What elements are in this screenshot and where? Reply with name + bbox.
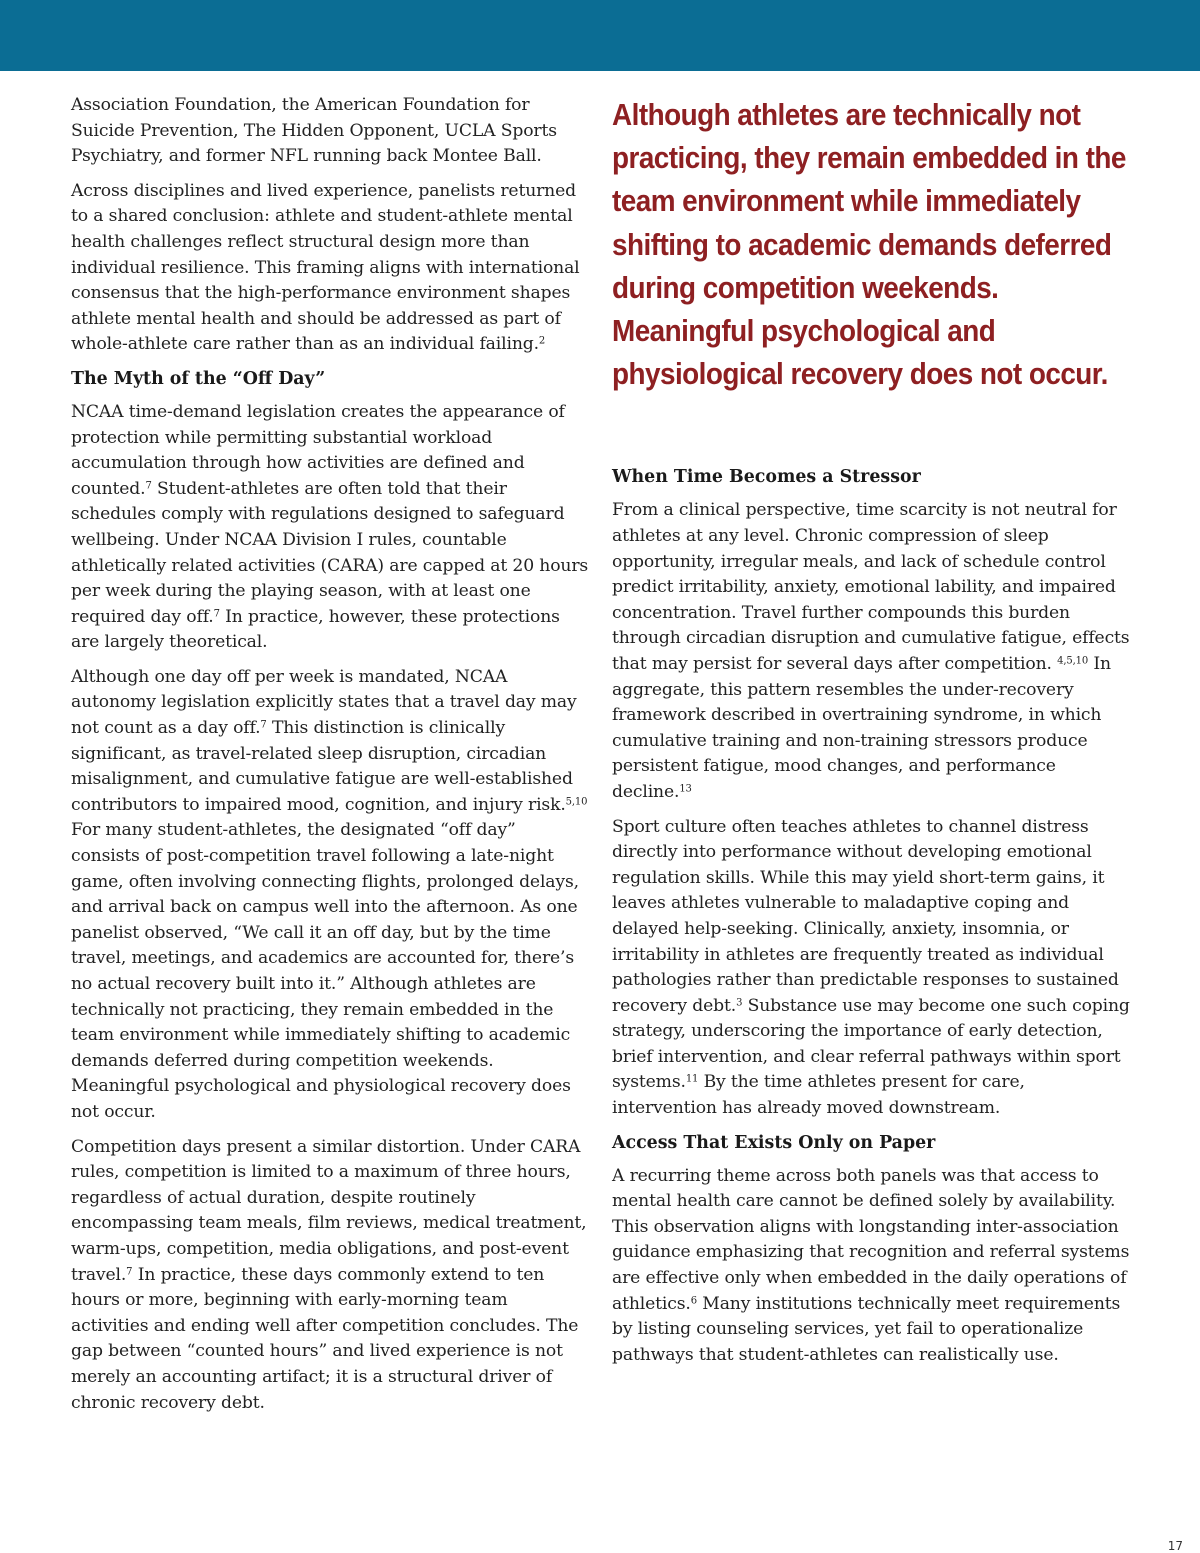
paragraph: Competition days present a similar distortion. Under CARA rules, competition is limited to a maximum of three hours, regardless of actual duration, despite routinely encompassing team meals, film reviews, medical treatment, warm-ups, competition, media obligations, and post-event travel.$^7$ In practice, these days commonly extend to ten hours or more, beginning with early-morning team activities and ending well after competition concludes. The gap between “counted hours” and lived experience is not merely an accounting artifact; it is a structural driver of chronic recovery debt.: [71, 1136, 587, 1413]
footnote-ref: 7: [213, 608, 220, 620]
paragraph: NCAA time-demand legislation creates the appearance of protection while permitting substantial workload accumulation through how activities are defined and counted.$^7$ Student-athletes are often told that their schedules comply with regulations designed to safeguard wellbeing. Under NCAA Division I rules, countable athletically related activities (CARA) are capped at 20 hours per week during the playing season, with at least one required day off.$^7$ In practice, however, these protections are largely theoretical.: [71, 401, 589, 653]
pull-quote: Although athletes are technically not practicing, they remain embedded in the team environment while immediately shifting to academic demands deferred during competition weekends. Meaningful psychological and physiological recovery does not occur.: [612, 97, 1126, 392]
footnote-ref: 13: [679, 783, 692, 795]
page-number: 17: [1167, 1539, 1183, 1553]
paragraph: A recurring theme across both panels was that access to mental health care cannot be defined solely by availability. This observation aligns with longstanding inter-association guidance emphasizing that recognition and referral systems are effective only when embedded in the daily operations of athletics.$^6$ Many institutions technically meet requirements by listing counseling services, yet fail to operationalize pathways that student-athletes can realistically use.: [612, 1165, 1130, 1365]
section-heading: Access That Exists Only on Paper: [612, 1132, 936, 1153]
paragraph: Although one day off per week is mandated, NCAA autonomy legislation explicitly states that a travel day may not count as a day off.$^7$ This distinction is clinically significant, as travel-related sleep disruption, circadian misalignment, and cumulative fatigue are well-established contributors to impaired mood, cognition, and injury risk.$^{5,10}$ For many student-athletes, the designated “off day” consists of post-competition travel following a late-night game, often involving connecting flights, prolonged delays, and arrival back on campus well into the afternoon. As one panelist observed, “We call it an off day, but by the time travel, meetings, and academics are accounted for, there’s no actual recovery built into it.” Although athletes are technically not practicing, they remain embedded in the team environment while immediately shifting to academic demands deferred during competition weekends. Meaningful psychological and physiological recovery does not occur.: [71, 666, 588, 1122]
section-heading: The Myth of the “Off Day”: [71, 368, 326, 389]
footnote-ref: 5,10: [565, 796, 588, 808]
paragraph: Association Foundation, the American Foundation for Suicide Prevention, The Hidden Opponent, UCLA Sports Psychiatry, and former NFL running back Montee Ball.: [71, 95, 557, 167]
footnote-ref: 7: [145, 480, 152, 492]
section-heading: When Time Becomes a Stressor: [612, 467, 921, 488]
footnote-ref: 2: [538, 335, 546, 347]
paragraph: From a clinical perspective, time scarcity is not neutral for athletes at any level. Chronic compression of sleep opportunity, irregular meals, and lack of schedule control predict irritability, anxiety, emotional lability, and impaired concentration. Travel further compounds this burden through circadian disruption and cumulative fatigue, effects that may persist for several days after competition. $^{4,5,10}$ In aggregate, this pattern resembles the under-recovery framework described in overtraining syndrome, in which cumulative training and non-training stressors produce persistent fatigue, mood changes, and performance decline.$^{13}$: [612, 500, 1130, 802]
header-bar: [0, 0, 1200, 71]
right-column: [612, 93, 1130, 1377]
paragraph: Sport culture often teaches athletes to channel distress directly into performance without developing emotional regulation skills. While this may yield short-term gains, it leaves athletes vulnerable to maladaptive coping and delayed help-seeking. Clinically, anxiety, insomnia, or irritability in athletes are frequently treated as individual pathologies rather than predictable responses to sustained recovery debt.$^3$ Substance use may become one such coping strategy, underscoring the importance of early detection, brief intervention, and clear referral pathways within sport systems.$^{11}$ By the time athletes present for care, intervention has already moved downstream.: [612, 816, 1130, 1119]
footnote-ref: 7: [126, 1266, 133, 1278]
left-column: [71, 93, 589, 1425]
footnote-ref: 6: [690, 1295, 697, 1307]
footnote-ref: 7: [260, 719, 267, 731]
footnote-ref: 11: [685, 1073, 699, 1085]
spacer: [612, 395, 1130, 465]
footnote-ref: 4,5,10: [1057, 655, 1089, 667]
paragraph: Across disciplines and lived experience, panelists returned to a shared conclusion: athlete and student-athlete mental health challenges reflect structural design more than individual resilience. This framing aligns with international consensus that the high-performance environment shapes athlete mental health and should be addressed as part of whole-athlete care rather than as an individual failing.$^2$: [71, 180, 580, 355]
footnote-ref: 3: [736, 997, 743, 1009]
